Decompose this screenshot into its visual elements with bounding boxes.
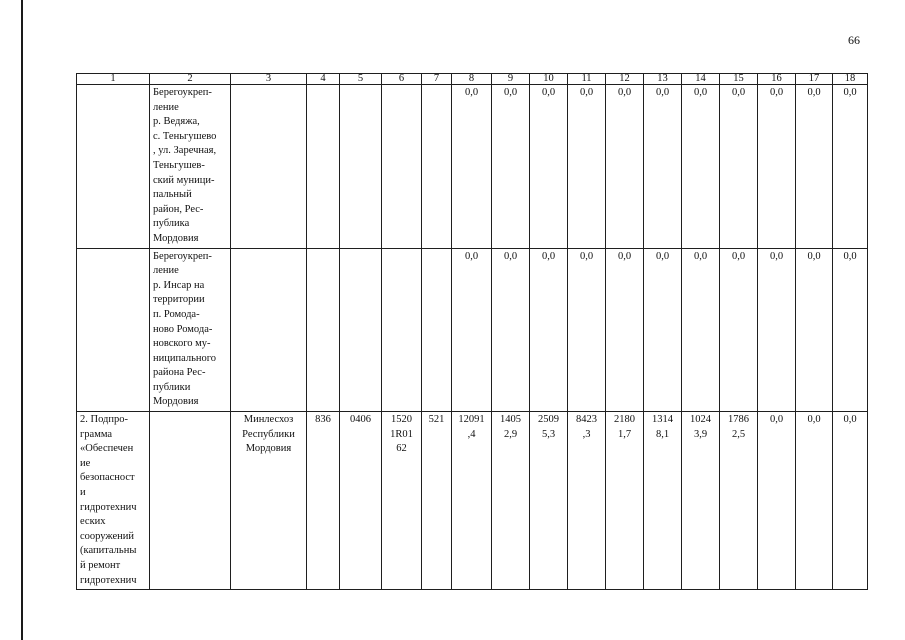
table-row <box>77 85 868 249</box>
value-cell: 0,0 <box>568 248 606 412</box>
value-cell: 0,0 <box>492 248 530 412</box>
value-cell: 1405 2,9 <box>492 412 530 590</box>
value-cell: 0,0 <box>758 248 796 412</box>
col-header: 14 <box>682 74 720 85</box>
value-cell: 12091 ,4 <box>452 412 492 590</box>
program-cell <box>77 248 150 412</box>
rzpr-cell <box>340 85 382 249</box>
grbs-cell <box>307 85 340 249</box>
col-header: 9 <box>492 74 530 85</box>
value-cell: 0,0 <box>833 85 868 249</box>
col-header: 5 <box>340 74 382 85</box>
value-cell: 1314 8,1 <box>644 412 682 590</box>
value-cell: 0,0 <box>796 85 833 249</box>
measure-name-cell: Берегоукреп- ление р. Ведяжа, с. Теньгушево , ул. Заречная, Теньгушев- ский муници- пальный район, Рес- публика Мордовия <box>150 85 231 249</box>
col-header: 3 <box>231 74 307 85</box>
value-cell: 0,0 <box>720 248 758 412</box>
value-cell: 0,0 <box>530 85 568 249</box>
value-cell: 0,0 <box>452 85 492 249</box>
value-cell: 0,0 <box>644 248 682 412</box>
csr-cell <box>382 85 422 249</box>
value-cell: 0,0 <box>833 412 868 590</box>
col-header: 18 <box>833 74 868 85</box>
csr-cell <box>382 248 422 412</box>
csr-cell: 1520 1R01 62 <box>382 412 422 590</box>
value-cell: 0,0 <box>606 248 644 412</box>
table-row <box>77 248 868 412</box>
col-header: 2 <box>150 74 231 85</box>
budget-table <box>76 73 868 590</box>
value-cell: 0,0 <box>452 248 492 412</box>
program-cell <box>77 85 150 249</box>
col-header: 1 <box>77 74 150 85</box>
vr-cell <box>422 248 452 412</box>
value-cell: 0,0 <box>492 85 530 249</box>
col-header: 12 <box>606 74 644 85</box>
value-cell: 0,0 <box>606 85 644 249</box>
rzpr-cell <box>340 248 382 412</box>
page-number: 66 <box>848 33 860 47</box>
rzpr-cell: 0406 <box>340 412 382 590</box>
value-cell: 0,0 <box>682 248 720 412</box>
executor-cell <box>231 85 307 249</box>
grbs-cell: 836 <box>307 412 340 590</box>
value-cell: 0,0 <box>833 248 868 412</box>
col-header: 15 <box>720 74 758 85</box>
program-cell: 2. Подпро- грамма «Обеспечен ие безопасност и гидротехнич еских сооружений (капитальны й ремонт гидротехнич <box>77 412 150 590</box>
value-cell: 0,0 <box>682 85 720 249</box>
header-row <box>77 74 868 85</box>
value-cell: 0,0 <box>796 412 833 590</box>
col-header: 4 <box>307 74 340 85</box>
vr-cell <box>422 85 452 249</box>
col-header: 16 <box>758 74 796 85</box>
col-header: 6 <box>382 74 422 85</box>
col-header: 11 <box>568 74 606 85</box>
col-header: 17 <box>796 74 833 85</box>
value-cell: 0,0 <box>758 85 796 249</box>
executor-cell <box>231 248 307 412</box>
vr-cell: 521 <box>422 412 452 590</box>
value-cell: 0,0 <box>720 85 758 249</box>
value-cell: 2180 1,7 <box>606 412 644 590</box>
executor-cell: Минлесхоз Республики Мордовия <box>231 412 307 590</box>
binding-line <box>21 0 23 640</box>
value-cell: 0,0 <box>530 248 568 412</box>
value-cell: 8423 ,3 <box>568 412 606 590</box>
measure-name-cell: Берегоукреп- ление р. Инсар на территории п. Ромода- ново Ромода- новского му- ниципального района Рес- публики Мордовия <box>150 248 231 412</box>
col-header: 8 <box>452 74 492 85</box>
value-cell: 2509 5,3 <box>530 412 568 590</box>
col-header: 7 <box>422 74 452 85</box>
col-header: 13 <box>644 74 682 85</box>
value-cell: 0,0 <box>568 85 606 249</box>
value-cell: 1024 3,9 <box>682 412 720 590</box>
grbs-cell <box>307 248 340 412</box>
table-row <box>77 412 868 590</box>
value-cell: 0,0 <box>758 412 796 590</box>
col-header: 10 <box>530 74 568 85</box>
value-cell: 0,0 <box>644 85 682 249</box>
measure-name-cell <box>150 412 231 590</box>
value-cell: 0,0 <box>796 248 833 412</box>
value-cell: 1786 2,5 <box>720 412 758 590</box>
